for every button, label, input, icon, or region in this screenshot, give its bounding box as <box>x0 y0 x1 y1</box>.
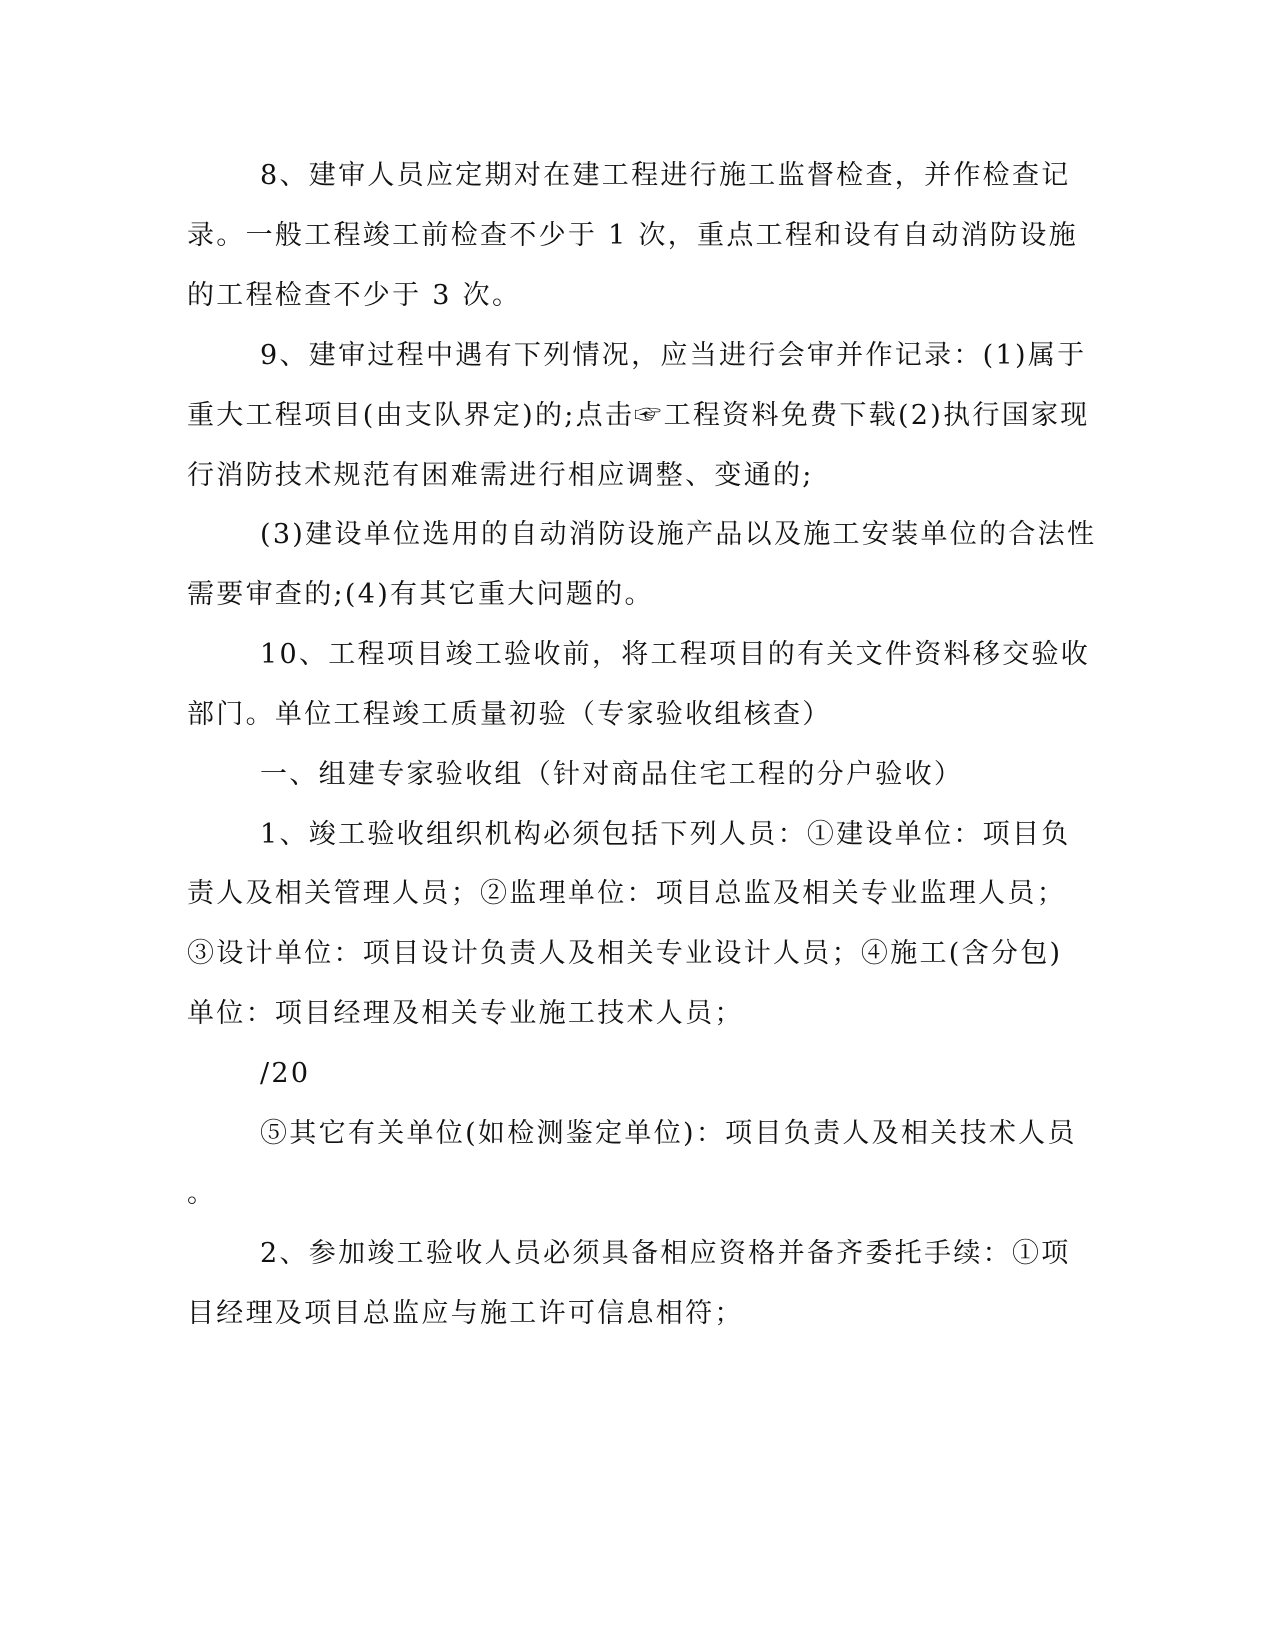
text-line: 的工程检查不少于 3 次。 <box>187 280 522 311</box>
text-line: ③设计单位：项目设计负责人及相关专业设计人员；④施工(含分包) <box>187 938 1063 969</box>
text-line: 重大工程项目(由支队界定)的;点击☞工程资料免费下载(2)执行国家现 <box>187 400 1090 431</box>
text-line: 单位：项目经理及相关专业施工技术人员； <box>187 998 744 1029</box>
text-line: 8、建审人员应定期对在建工程进行施工监督检查，并作检查记 <box>260 160 1071 191</box>
text-line: 目经理及项目总监应与施工许可信息相符； <box>187 1298 744 1329</box>
text-line: 。 <box>187 1178 217 1209</box>
text-line: 行消防技术规范有困难需进行相应调整、变通的; <box>187 460 814 491</box>
text-line: 10、工程项目竣工验收前，将工程项目的有关文件资料移交验收 <box>260 639 1091 670</box>
text-line: 录。一般工程竣工前检查不少于 1 次，重点工程和设有自动消防设施 <box>187 220 1078 251</box>
text-line: 需要审查的;(4)有其它重大问题的。 <box>187 579 654 610</box>
text-line: 部门。单位工程竣工质量初验（专家验收组核查） <box>187 699 832 730</box>
text-line: 1、竣工验收组织机构必须包括下列人员：①建设单位：项目负 <box>260 819 1071 850</box>
text-line: 一、组建专家验收组（针对商品住宅工程的分户验收） <box>260 759 964 790</box>
page-number: /20 <box>260 1058 311 1089</box>
text-line: (3)建设单位选用的自动消防设施产品以及施工安装单位的合法性 <box>260 519 1097 550</box>
text-line: ⑤其它有关单位(如检测鉴定单位)：项目负责人及相关技术人员 <box>260 1118 1077 1149</box>
text-line: 9、建审过程中遇有下列情况，应当进行会审并作记录：(1)属于 <box>260 340 1087 371</box>
text-line: 2、参加竣工验收人员必须具备相应资格并备齐委托手续：①项 <box>260 1238 1071 1269</box>
text-line: 责人及相关管理人员；②监理单位：项目总监及相关专业监理人员； <box>187 878 1066 909</box>
